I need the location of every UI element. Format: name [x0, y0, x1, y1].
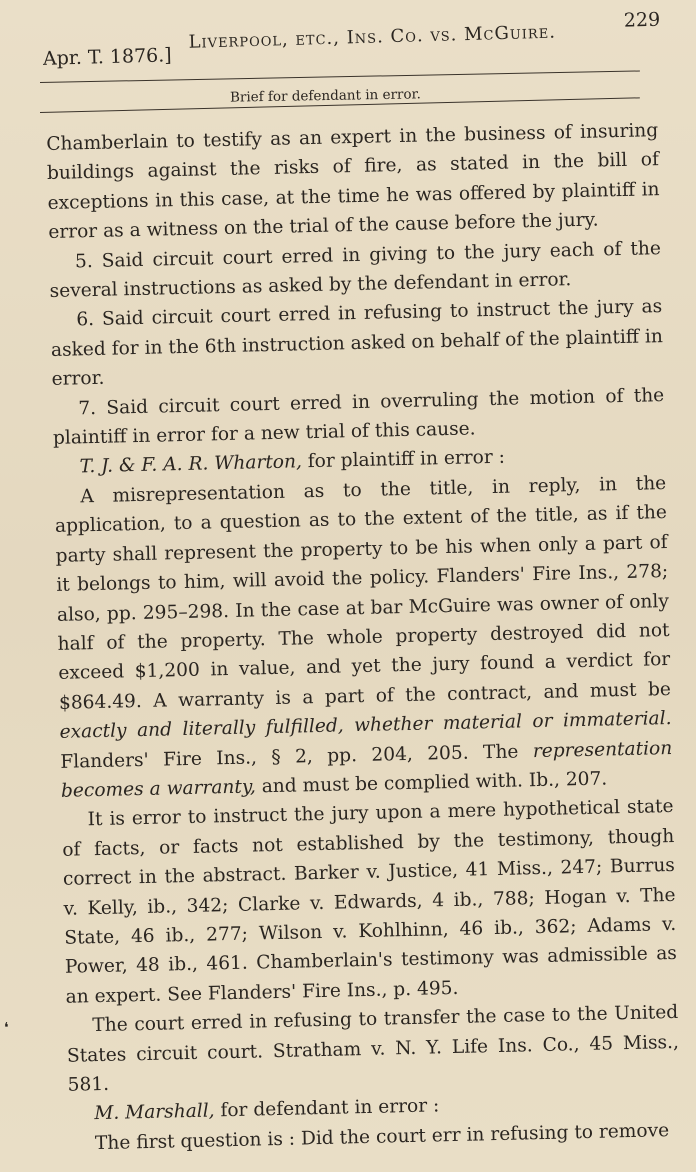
paragraph-text: Flanders' Fire Ins., § 2, pp. 204, 205. The: [60, 740, 534, 773]
paragraph: 5. Said circuit court erred in giving to the jury each of the several instructions as asked by the defendant in error.: [49, 237, 662, 302]
paragraph: The court erred in refusing to transfer the case to the United States circuit court. Stratham v. N. Y. Life Ins. Co., 45 Miss., 581.: [66, 1002, 680, 1096]
paragraph: 7. Said circuit court erred in overruling the motion of the plaintiff in error for a new trial of this cause.: [52, 384, 665, 449]
counsel-role: for plaintiff in error :: [301, 447, 506, 473]
running-header: [38, 7, 661, 74]
paragraph-text: and must be complied with. Ib., 207.: [255, 768, 608, 798]
paragraph: It is error to instruct the jury upon a mere hypothetical state of facts, or facts not established by the testimony, though correct in the abstract. Barker v. Justice, 41 Miss., 247; Burrus v. Kelly, ib., 342; Clarke v. Edwards, 4 ib., 788; Hogan v. The State, 46 ib., 277; Wilson v. Kohlhinn, 46 ib., 362; Adams v. Power, 48 ib., 461. Chamberlain's testimony was admissible as an expert. See Flanders' Fire Ins., p. 495.: [62, 796, 678, 1008]
brief-subheading: Brief for defendant in error.: [229, 86, 421, 106]
paragraph: 6. Said circuit court erred in refusing to instruct the jury as asked for in the 6th instruction asked on behalf of the plaintiff in error.: [50, 296, 664, 391]
counsel-role: for defendant in error :: [214, 1095, 440, 1122]
paragraph: The first question is : Did the court err in refusing to remove: [94, 1119, 670, 1154]
paragraph-italic: exactly and literally fulfilled, whether material or immaterial.: [59, 708, 672, 743]
page-number: 229: [623, 8, 661, 32]
term-label: Apr. T. 1876.]: [42, 44, 172, 70]
header-rule: [40, 70, 640, 83]
counsel-name: M. Marshall,: [94, 1100, 215, 1125]
paragraph: [54, 469, 673, 806]
paragraph: Chamberlain to testify as an expert in the business of insuring buildings against the risks of fire, as stated in the bill of exceptions in this case, at the time he was offered by plaintiff in error as a witness on the trial of the cause before the jury.: [46, 120, 660, 244]
page-body: [46, 116, 681, 1159]
paragraph-italic: representation becomes a warranty,: [60, 737, 673, 802]
paragraph-text: A misrepresentation as to the title, in reply, in the application, to a question as to the extent of the title, as if the party shall represent the property to be his when only a part of it belongs to him, will avoid the policy. Flanders' Fire Ins., 278; also, pp. 295–298. In the case at bar McGuire was owner of only half of the property. The whole property destroyed did not exceed $1,200 in value, and yet the jury found a verdict for $864.49. A warranty is a part of the contract, and must be: [54, 472, 672, 714]
margin-mark: ❛: [4, 1020, 9, 1036]
case-title: Liverpool, etc., Ins. Co. vs. McGuire.: [188, 21, 557, 53]
counsel-name: T. J. & F. A. R. Wharton,: [79, 451, 303, 478]
